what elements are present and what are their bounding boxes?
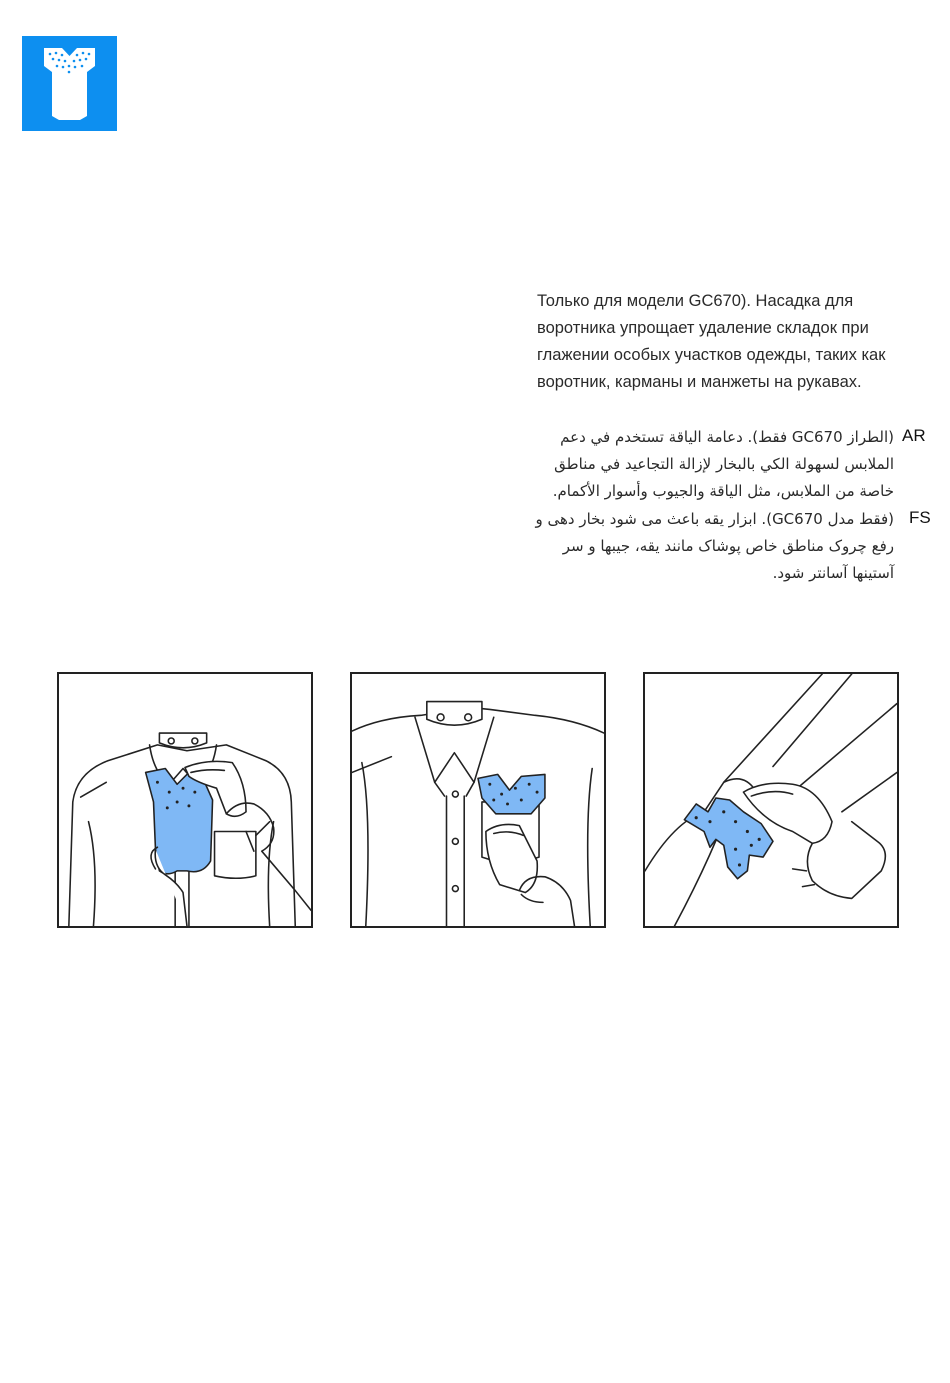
ru-line-4: воротник, карманы и манжеты на рукавах. <box>537 373 862 391</box>
ar-line-2: الملابس لسهولة الكي بالبخار لإزالة التجاعيد في مناطق <box>554 455 894 473</box>
arabic-description <box>553 424 894 505</box>
russian-description <box>537 288 937 396</box>
ru-line-2: воротника упрощает удаление складок при <box>537 319 869 337</box>
fs-line-1: (فقط مدل GC670). ابزار یقه باعث می شود بخار دهی و <box>535 510 894 528</box>
collar-steaming-illustration <box>57 672 313 928</box>
cuff-steaming-illustration <box>643 672 899 928</box>
farsi-description <box>535 506 894 587</box>
fs-line-3: آستینها آسانتر شود. <box>772 564 894 582</box>
ru-line-3: глажении особых участков одежды, таких как <box>537 346 886 364</box>
ar-line-3: خاصة من الملابس، مثل الياقة والجيوب وأسوار الأكمام. <box>552 482 894 500</box>
farsi-language-code: FS <box>909 508 931 527</box>
ar-line-1: (الطراز GC670 فقط). دعامة الياقة تستخدم في دعم <box>560 428 894 446</box>
arabic-language-code: AR <box>902 426 926 445</box>
fs-line-2: رفع چروک مناطق خاص پوشاک مانند یقه، جیبها و سر <box>562 537 894 555</box>
pocket-steaming-illustration <box>350 672 606 928</box>
ru-line-1: Только для модели GC670). Насадка для <box>537 292 854 310</box>
collar-board-icon <box>22 36 117 131</box>
